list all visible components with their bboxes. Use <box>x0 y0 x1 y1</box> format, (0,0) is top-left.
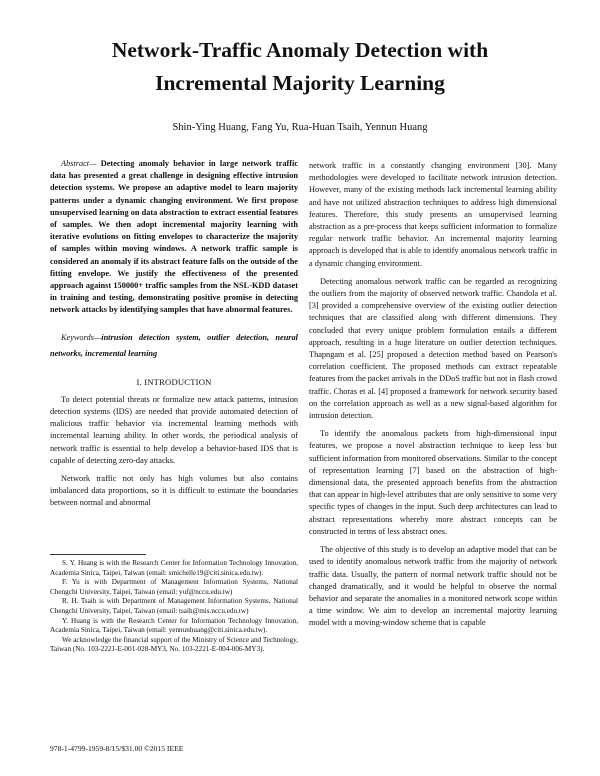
footnote-yu: F. Yu is with Department of Management Information Systems, National Chengchi University, Taipei, Taiwan (email: yuf@nccu.edu.tw) <box>50 578 298 596</box>
right-column <box>309 160 557 630</box>
body-paragraph-4: The objective of this study is to develop an adaptive model that can be used to identify anomalous network traffic from the majority of network traffic data. Usually, the pattern of normal network traffic should not be changed dramatically, and it would be helpful to observe the normal behavior and separate the anomalies in a monitored network scope within a time window. We aim to develop an incremental majority learning model with a moving-window scheme that is capable <box>309 545 557 628</box>
abstract-text: Detecting anomaly behavior in large network traffic data has presented a great challenge in designing effective intrusion detection systems. We propose an adaptive model to learn majority patterns under a dynamic changing environment. We first propose unsupervised learning on data abstraction to extract essential features of samples. We then adopt incremental majority learning with iterative evolutions on fitting envelopes to characterize the majority of samples within moving windows. A network traffic sample is considered an anomaly if its abstract feature falls on the outside of the fitting envelope. We justify the effectiveness of the presented approach against 150000+ traffic samples from the NSL-KDD dataset in training and testing, demonstrating positive promise in detecting network attacks by identifying samples that have abnormal features. <box>50 159 298 315</box>
footnote-divider <box>50 554 146 555</box>
footnote-acknowledgement: We acknowledge the financial support of the Ministry of Science and Technology, Taiwan (No. 103-2221-E-001-028-MY3, No. 103-2221-E-004-006-MY3). <box>50 635 298 654</box>
abstract-lead: Abstract— <box>61 159 97 168</box>
title-line-2: Incremental Majority Learning <box>155 71 445 95</box>
body-paragraph-1: network traffic in a constantly changing environment [30]. Many methodologies were developed to facilitate network intrusion detection. However, many of the existing methods lack incremental learning ability and have not utilized abstraction techniques to address high dimensional features. Therefore, this study presents an unsupervised learning abstraction as a pre-process that keeps sufficient information to formalize regular network traffic behavior. An incremental majority learning approach is developed that is able to identify anomalous network traffic in a dynamic changing environment. <box>309 161 557 268</box>
title-line-1: Network-Traffic Anomaly Detection with <box>111 38 489 62</box>
footnote-huang-y: Y. Huang is with the Research Center for Information Technology Innovation, Academia Sinica, Taipei, Taiwan (email: yennunhuang@citi.sinica.edu.tw). <box>50 616 298 635</box>
paper-title <box>40 34 560 100</box>
keywords <box>50 330 298 362</box>
left-column <box>50 158 298 510</box>
copyright-notice: 978-1-4799-1959-8/15/$31.00 ©2015 IEEE <box>50 744 184 753</box>
intro-paragraph-2: Network traffic not only has high volumes but also contains imbalanced data proportions, so it is difficult to estimate the boundaries between normal and abnormal <box>50 474 298 508</box>
keywords-text: intrusion detection system, outlier detection, neural networks, incremental learning <box>50 332 298 358</box>
section-heading-introduction: I. INTRODUCTION <box>136 376 212 387</box>
footnotes <box>50 559 298 655</box>
body-paragraph-3: To identify the anomalous packets from high-dimensional input features, we propose a novel abstraction technique to keep less but sufficient information from monitored observations. Similar to the concept of representation learning [7] based on the abstraction of high-dimensional data, the presented approach benefits from the abstraction that can appear in high-level attributes that are only sensitive to some very specific types of changes in the input. Such deep architectures can lead to abstract representations whereby more abstract concepts can be constructed in terms of less abstract ones. <box>309 429 558 536</box>
body-paragraph-2: Detecting anomalous network traffic can be regarded as recognizing the outliers from the majority of observed network traffic. Chandola et al. [3] provided a comprehensive overview of the existing outlier detection techniques that are classified along with different dimensions. They concluded that every unique problem formulation entails a different approach, resulting in a huge literature on outlier detection techniques. Thapngam et al. [25] proposed a detection method based on Pearson's correlation coefficient. The proposed methods can extract repeatable features from the packet arrivals in the DDoS traffic but not in flash crowd traffic. Choras et al. [4] proposed a framework for network security based on the correlation approach as well as a new signal-based algorithm for intrusion detection. <box>309 276 557 421</box>
author-list: Shin-Ying Huang, Fang Yu, Rua-Huan Tsaih, Yennun Huang <box>172 122 428 133</box>
abstract <box>50 158 298 317</box>
keywords-lead: Keywords— <box>61 332 102 342</box>
footnote-huang-sy: S. Y. Huang is with the Research Center for Information Technology Innovation, Academia Sinica, Taipei, Taiwan (email: smichelle19@citi.sinica.edu.tw). <box>50 559 298 577</box>
footnote-tsaih: R. H. Tsaih is with Department of Management Information Systems, National Chengchi University, Taipei, Taiwan (email: tsaih@mis.nccu.edu.tw) <box>50 597 298 615</box>
intro-paragraph-1: To detect potential threats or formalize new attack patterns, intrusion detection systems (IDS) are needed that provide automated detection of malicious traffic behavior via incremental learning methods with incremental learning ability. In other words, the periodical analysis of network traffic is essential to help develop a behavior-based IDS that is capable of detecting zero-day attacks. <box>50 394 298 465</box>
